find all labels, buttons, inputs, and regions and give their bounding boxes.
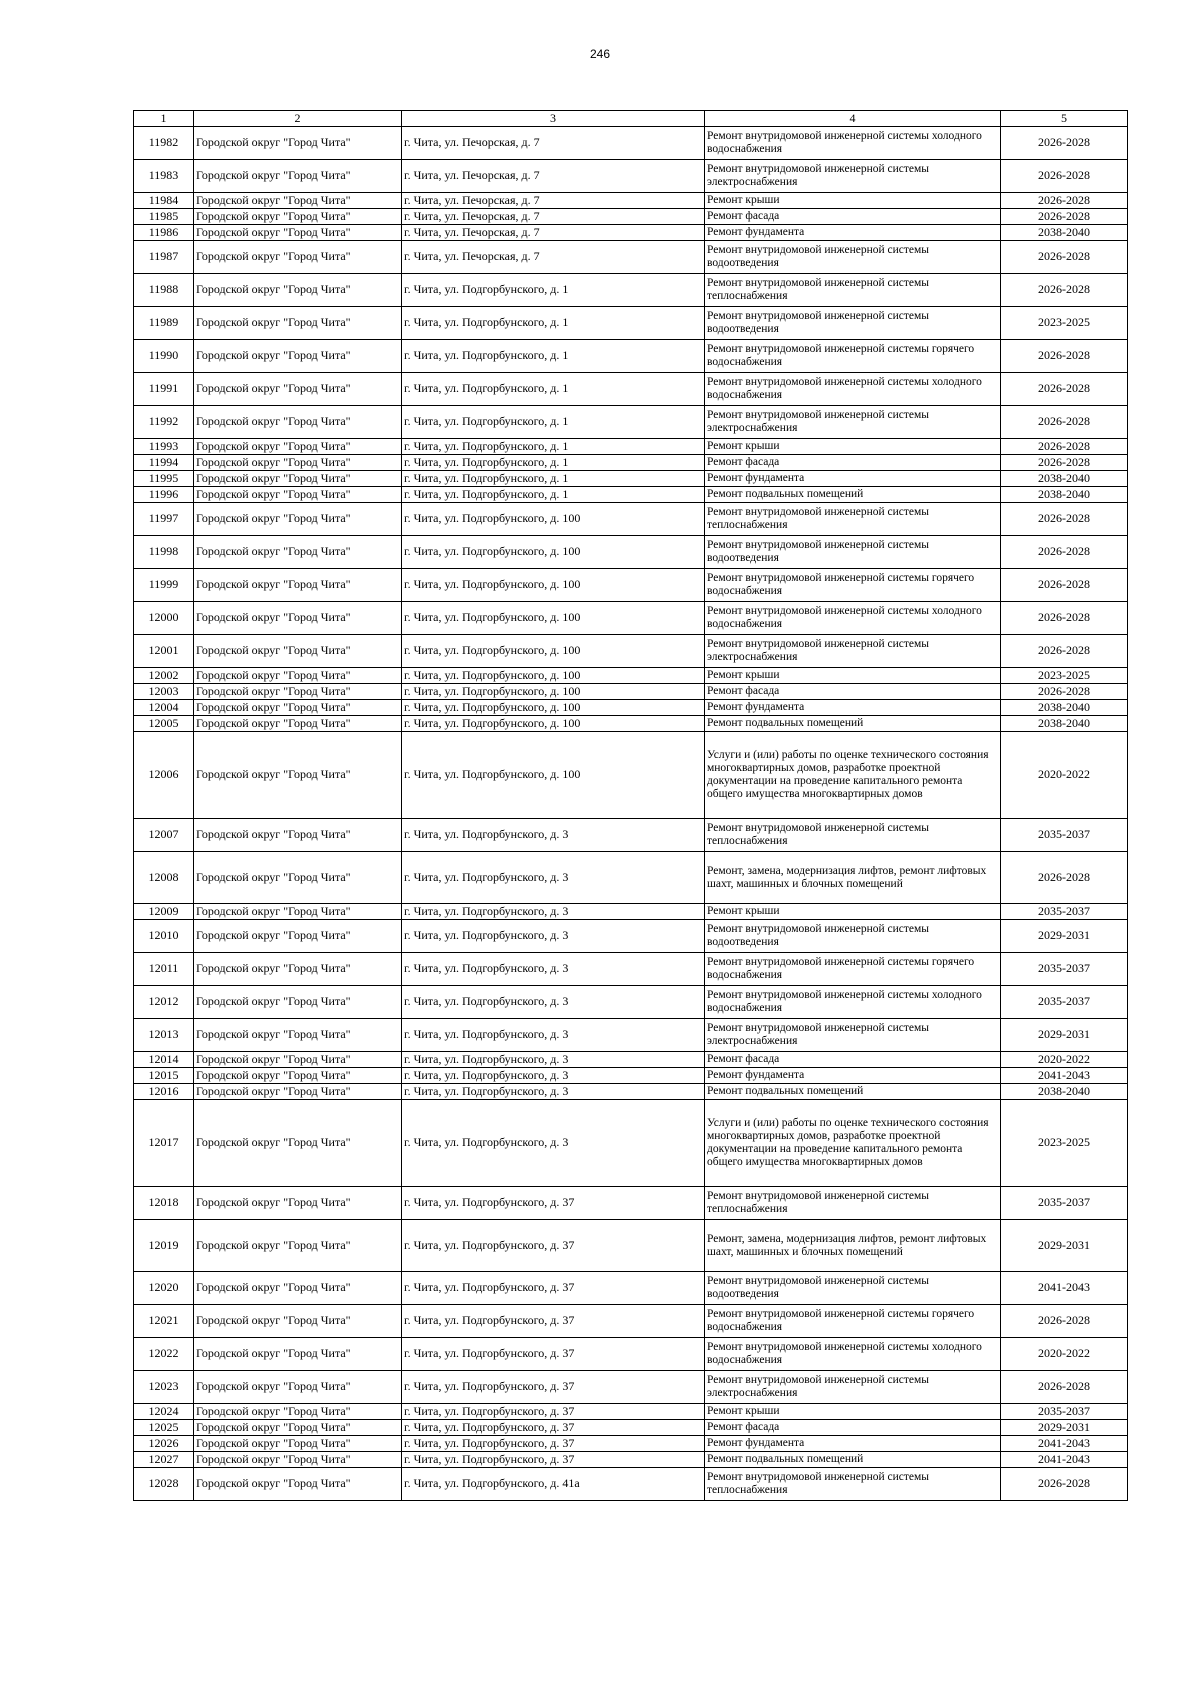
address-cell: г. Чита, ул. Подгорбунского, д. 37 — [402, 1436, 705, 1452]
table-row — [134, 1187, 1128, 1220]
work-type-cell: Ремонт внутридомовой инженерной системы водоотведения — [705, 920, 1001, 953]
row-number-cell: 12025 — [134, 1420, 194, 1436]
period-cell: 2026-2028 — [1001, 1371, 1128, 1404]
period-cell: 2029-2031 — [1001, 1420, 1128, 1436]
row-number-cell: 11993 — [134, 439, 194, 455]
row-number-cell: 12028 — [134, 1468, 194, 1501]
municipality-cell: Городской округ "Город Чита" — [194, 455, 402, 471]
work-type-cell: Ремонт крыши — [705, 668, 1001, 684]
capital-repair-table — [133, 110, 1128, 1501]
table-row — [134, 1019, 1128, 1052]
table-row — [134, 1100, 1128, 1187]
row-number-cell: 11988 — [134, 274, 194, 307]
table-row — [134, 241, 1128, 274]
work-type-cell: Ремонт фасада — [705, 1052, 1001, 1068]
work-type-cell: Ремонт внутридомовой инженерной системы водоотведения — [705, 536, 1001, 569]
table-row — [134, 209, 1128, 225]
row-number-cell: 11982 — [134, 127, 194, 160]
period-cell: 2026-2028 — [1001, 439, 1128, 455]
municipality-cell: Городской округ "Город Чита" — [194, 1187, 402, 1220]
table-row — [134, 602, 1128, 635]
work-type-cell: Ремонт внутридомовой инженерной системы теплоснабжения — [705, 1187, 1001, 1220]
table-row — [134, 732, 1128, 819]
municipality-cell: Городской округ "Город Чита" — [194, 668, 402, 684]
period-cell: 2026-2028 — [1001, 569, 1128, 602]
address-cell: г. Чита, ул. Печорская, д. 7 — [402, 127, 705, 160]
municipality-cell: Городской округ "Город Чита" — [194, 1100, 402, 1187]
period-cell: 2026-2028 — [1001, 340, 1128, 373]
municipality-cell: Городской округ "Город Чита" — [194, 1272, 402, 1305]
period-cell: 2038-2040 — [1001, 716, 1128, 732]
work-type-cell: Услуги и (или) работы по оценке технического состояния многоквартирных домов, разработке проектной документации на проведение капитального ремонта общего имущества многоквартирных домов — [705, 732, 1001, 819]
table-row — [134, 536, 1128, 569]
period-cell: 2026-2028 — [1001, 274, 1128, 307]
period-cell: 2026-2028 — [1001, 160, 1128, 193]
period-cell: 2026-2028 — [1001, 406, 1128, 439]
municipality-cell: Городской округ "Город Чита" — [194, 904, 402, 920]
municipality-cell: Городской округ "Город Чита" — [194, 716, 402, 732]
municipality-cell: Городской округ "Город Чита" — [194, 487, 402, 503]
period-cell: 2029-2031 — [1001, 920, 1128, 953]
period-cell: 2023-2025 — [1001, 307, 1128, 340]
address-cell: г. Чита, ул. Подгорбунского, д. 100 — [402, 668, 705, 684]
address-cell: г. Чита, ул. Подгорбунского, д. 41а — [402, 1468, 705, 1501]
row-number-cell: 12018 — [134, 1187, 194, 1220]
table-row — [134, 1371, 1128, 1404]
address-cell: г. Чита, ул. Подгорбунского, д. 3 — [402, 986, 705, 1019]
period-cell: 2023-2025 — [1001, 668, 1128, 684]
address-cell: г. Чита, ул. Подгорбунского, д. 1 — [402, 487, 705, 503]
address-cell: г. Чита, ул. Подгорбунского, д. 37 — [402, 1187, 705, 1220]
municipality-cell: Городской округ "Город Чита" — [194, 373, 402, 406]
municipality-cell: Городской округ "Город Чита" — [194, 307, 402, 340]
municipality-cell: Городской округ "Город Чита" — [194, 503, 402, 536]
address-cell: г. Чита, ул. Подгорбунского, д. 3 — [402, 819, 705, 852]
address-cell: г. Чита, ул. Подгорбунского, д. 37 — [402, 1404, 705, 1420]
work-type-cell: Ремонт внутридомовой инженерной системы холодного водоснабжения — [705, 1338, 1001, 1371]
municipality-cell: Городской округ "Город Чита" — [194, 209, 402, 225]
table-row — [134, 1420, 1128, 1436]
table-row — [134, 127, 1128, 160]
table-row — [134, 1052, 1128, 1068]
address-cell: г. Чита, ул. Подгорбунского, д. 100 — [402, 602, 705, 635]
municipality-cell: Городской округ "Город Чита" — [194, 700, 402, 716]
work-type-cell: Ремонт внутридомовой инженерной системы теплоснабжения — [705, 819, 1001, 852]
address-cell: г. Чита, ул. Подгорбунского, д. 37 — [402, 1371, 705, 1404]
row-number-cell: 11998 — [134, 536, 194, 569]
work-type-cell: Ремонт внутридомовой инженерной системы водоотведения — [705, 307, 1001, 340]
row-number-cell: 12023 — [134, 1371, 194, 1404]
period-cell: 2038-2040 — [1001, 471, 1128, 487]
work-type-cell: Ремонт фундамента — [705, 471, 1001, 487]
municipality-cell: Городской округ "Город Чита" — [194, 602, 402, 635]
period-cell: 2026-2028 — [1001, 455, 1128, 471]
table-row — [134, 819, 1128, 852]
period-cell: 2029-2031 — [1001, 1019, 1128, 1052]
row-number-cell: 11986 — [134, 225, 194, 241]
table-row — [134, 455, 1128, 471]
table-row — [134, 1436, 1128, 1452]
municipality-cell: Городской округ "Город Чита" — [194, 193, 402, 209]
period-cell: 2026-2028 — [1001, 536, 1128, 569]
table-row — [134, 193, 1128, 209]
address-cell: г. Чита, ул. Подгорбунского, д. 1 — [402, 439, 705, 455]
work-type-cell: Ремонт внутридомовой инженерной системы водоотведения — [705, 1272, 1001, 1305]
address-cell: г. Чита, ул. Подгорбунского, д. 1 — [402, 340, 705, 373]
table-row — [134, 1468, 1128, 1501]
municipality-cell: Городской округ "Город Чита" — [194, 1404, 402, 1420]
row-number-cell: 11991 — [134, 373, 194, 406]
work-type-cell: Ремонт внутридомовой инженерной системы теплоснабжения — [705, 1468, 1001, 1501]
work-type-cell: Ремонт внутридомовой инженерной системы горячего водоснабжения — [705, 953, 1001, 986]
row-number-cell: 11996 — [134, 487, 194, 503]
row-number-cell: 12014 — [134, 1052, 194, 1068]
address-cell: г. Чита, ул. Печорская, д. 7 — [402, 209, 705, 225]
work-type-cell: Ремонт внутридомовой инженерной системы холодного водоснабжения — [705, 986, 1001, 1019]
work-type-cell: Ремонт внутридомовой инженерной системы электроснабжения — [705, 406, 1001, 439]
table-row — [134, 1305, 1128, 1338]
table-row — [134, 684, 1128, 700]
row-number-cell: 12010 — [134, 920, 194, 953]
address-cell: г. Чита, ул. Подгорбунского, д. 100 — [402, 503, 705, 536]
address-cell: г. Чита, ул. Подгорбунского, д. 100 — [402, 684, 705, 700]
address-cell: г. Чита, ул. Подгорбунского, д. 3 — [402, 852, 705, 904]
row-number-cell: 11995 — [134, 471, 194, 487]
work-type-cell: Ремонт фундамента — [705, 225, 1001, 241]
municipality-cell: Городской округ "Город Чита" — [194, 127, 402, 160]
work-type-cell: Ремонт фундамента — [705, 700, 1001, 716]
row-number-cell: 12024 — [134, 1404, 194, 1420]
municipality-cell: Городской округ "Город Чита" — [194, 986, 402, 1019]
work-type-cell: Ремонт внутридомовой инженерной системы теплоснабжения — [705, 503, 1001, 536]
municipality-cell: Городской округ "Город Чита" — [194, 406, 402, 439]
row-number-cell: 12002 — [134, 668, 194, 684]
municipality-cell: Городской округ "Город Чита" — [194, 160, 402, 193]
row-number-cell: 12003 — [134, 684, 194, 700]
page-number: 246 — [589, 47, 611, 61]
table-row — [134, 340, 1128, 373]
period-cell: 2026-2028 — [1001, 193, 1128, 209]
work-type-cell: Ремонт подвальных помещений — [705, 716, 1001, 732]
row-number-cell: 12011 — [134, 953, 194, 986]
municipality-cell: Городской округ "Город Чита" — [194, 340, 402, 373]
table-row — [134, 307, 1128, 340]
period-cell: 2026-2028 — [1001, 602, 1128, 635]
municipality-cell: Городской округ "Город Чита" — [194, 953, 402, 986]
address-cell: г. Чита, ул. Подгорбунского, д. 37 — [402, 1305, 705, 1338]
period-cell: 2026-2028 — [1001, 373, 1128, 406]
table-body — [134, 127, 1128, 1501]
address-cell: г. Чита, ул. Подгорбунского, д. 3 — [402, 1068, 705, 1084]
row-number-cell: 12019 — [134, 1220, 194, 1272]
period-cell: 2026-2028 — [1001, 1468, 1128, 1501]
period-cell: 2026-2028 — [1001, 635, 1128, 668]
municipality-cell: Городской округ "Город Чита" — [194, 225, 402, 241]
table-row — [134, 1220, 1128, 1272]
work-type-cell: Ремонт фасада — [705, 209, 1001, 225]
address-cell: г. Чита, ул. Подгорбунского, д. 3 — [402, 953, 705, 986]
table-row — [134, 1272, 1128, 1305]
period-cell: 2038-2040 — [1001, 225, 1128, 241]
period-cell: 2035-2037 — [1001, 953, 1128, 986]
table-row — [134, 986, 1128, 1019]
municipality-cell: Городской округ "Город Чита" — [194, 684, 402, 700]
municipality-cell: Городской округ "Город Чита" — [194, 536, 402, 569]
row-number-cell: 12020 — [134, 1272, 194, 1305]
row-number-cell: 12007 — [134, 819, 194, 852]
table-row — [134, 274, 1128, 307]
period-cell: 2020-2022 — [1001, 732, 1128, 819]
municipality-cell: Городской округ "Город Чита" — [194, 241, 402, 274]
table-row — [134, 1452, 1128, 1468]
period-cell: 2035-2037 — [1001, 986, 1128, 1019]
row-number-cell: 12009 — [134, 904, 194, 920]
address-cell: г. Чита, ул. Подгорбунского, д. 37 — [402, 1220, 705, 1272]
address-cell: г. Чита, ул. Подгорбунского, д. 100 — [402, 716, 705, 732]
address-cell: г. Чита, ул. Подгорбунского, д. 3 — [402, 1019, 705, 1052]
municipality-cell: Городской округ "Город Чита" — [194, 1019, 402, 1052]
work-type-cell: Ремонт фундамента — [705, 1068, 1001, 1084]
row-number-cell: 12000 — [134, 602, 194, 635]
municipality-cell: Городской округ "Город Чита" — [194, 635, 402, 668]
address-cell: г. Чита, ул. Подгорбунского, д. 37 — [402, 1338, 705, 1371]
work-type-cell: Ремонт фасада — [705, 1420, 1001, 1436]
row-number-cell: 12013 — [134, 1019, 194, 1052]
work-type-cell: Ремонт крыши — [705, 439, 1001, 455]
address-cell: г. Чита, ул. Подгорбунского, д. 3 — [402, 920, 705, 953]
row-number-cell: 12022 — [134, 1338, 194, 1371]
address-cell: г. Чита, ул. Печорская, д. 7 — [402, 160, 705, 193]
row-number-cell: 11989 — [134, 307, 194, 340]
work-type-cell: Ремонт внутридомовой инженерной системы теплоснабжения — [705, 274, 1001, 307]
address-cell: г. Чита, ул. Подгорбунского, д. 1 — [402, 373, 705, 406]
table-row — [134, 471, 1128, 487]
row-number-cell: 12008 — [134, 852, 194, 904]
row-number-cell: 12017 — [134, 1100, 194, 1187]
municipality-cell: Городской округ "Город Чита" — [194, 1436, 402, 1452]
row-number-cell: 12005 — [134, 716, 194, 732]
period-cell: 2023-2025 — [1001, 1100, 1128, 1187]
period-cell: 2035-2037 — [1001, 1404, 1128, 1420]
row-number-cell: 12027 — [134, 1452, 194, 1468]
address-cell: г. Чита, ул. Подгорбунского, д. 100 — [402, 700, 705, 716]
table-row — [134, 225, 1128, 241]
address-cell: г. Чита, ул. Подгорбунского, д. 37 — [402, 1420, 705, 1436]
address-cell: г. Чита, ул. Подгорбунского, д. 100 — [402, 569, 705, 602]
table-row — [134, 904, 1128, 920]
work-type-cell: Услуги и (или) работы по оценке технического состояния многоквартирных домов, разработке проектной документации на проведение капитального ремонта общего имущества многоквартирных домов — [705, 1100, 1001, 1187]
period-cell: 2026-2028 — [1001, 503, 1128, 536]
address-cell: г. Чита, ул. Подгорбунского, д. 37 — [402, 1272, 705, 1305]
work-type-cell: Ремонт внутридомовой инженерной системы электроснабжения — [705, 635, 1001, 668]
period-cell: 2035-2037 — [1001, 819, 1128, 852]
row-number-cell: 12006 — [134, 732, 194, 819]
period-cell: 2041-2043 — [1001, 1272, 1128, 1305]
period-cell: 2026-2028 — [1001, 852, 1128, 904]
row-number-cell: 12001 — [134, 635, 194, 668]
period-cell: 2041-2043 — [1001, 1436, 1128, 1452]
work-type-cell: Ремонт подвальных помещений — [705, 487, 1001, 503]
work-type-cell: Ремонт, замена, модернизация лифтов, ремонт лифтовых шахт, машинных и блочных помещений — [705, 852, 1001, 904]
municipality-cell: Городской округ "Город Чита" — [194, 1468, 402, 1501]
column-header: 3 — [402, 111, 705, 127]
row-number-cell: 11999 — [134, 569, 194, 602]
work-type-cell: Ремонт крыши — [705, 904, 1001, 920]
column-header: 4 — [705, 111, 1001, 127]
municipality-cell: Городской округ "Город Чита" — [194, 569, 402, 602]
period-cell: 2041-2043 — [1001, 1452, 1128, 1468]
municipality-cell: Городской округ "Город Чита" — [194, 1452, 402, 1468]
table-row — [134, 635, 1128, 668]
address-cell: г. Чита, ул. Подгорбунского, д. 1 — [402, 455, 705, 471]
column-header: 5 — [1001, 111, 1128, 127]
period-cell: 2029-2031 — [1001, 1220, 1128, 1272]
row-number-cell: 12012 — [134, 986, 194, 1019]
address-cell: г. Чита, ул. Подгорбунского, д. 3 — [402, 1084, 705, 1100]
work-type-cell: Ремонт, замена, модернизация лифтов, ремонт лифтовых шахт, машинных и блочных помещений — [705, 1220, 1001, 1272]
work-type-cell: Ремонт подвальных помещений — [705, 1084, 1001, 1100]
municipality-cell: Городской округ "Город Чита" — [194, 471, 402, 487]
municipality-cell: Городской округ "Город Чита" — [194, 732, 402, 819]
municipality-cell: Городской округ "Город Чита" — [194, 1338, 402, 1371]
period-cell: 2038-2040 — [1001, 700, 1128, 716]
address-cell: г. Чита, ул. Печорская, д. 7 — [402, 241, 705, 274]
row-number-cell: 11992 — [134, 406, 194, 439]
table-row — [134, 668, 1128, 684]
row-number-cell: 12021 — [134, 1305, 194, 1338]
work-type-cell: Ремонт фундамента — [705, 1436, 1001, 1452]
row-number-cell: 12004 — [134, 700, 194, 716]
row-number-cell: 12026 — [134, 1436, 194, 1452]
row-number-cell: 11997 — [134, 503, 194, 536]
table-row — [134, 487, 1128, 503]
address-cell: г. Чита, ул. Подгорбунского, д. 37 — [402, 1452, 705, 1468]
address-cell: г. Чита, ул. Подгорбунского, д. 3 — [402, 904, 705, 920]
period-cell: 2038-2040 — [1001, 1084, 1128, 1100]
period-cell: 2020-2022 — [1001, 1052, 1128, 1068]
work-type-cell: Ремонт фасада — [705, 455, 1001, 471]
municipality-cell: Городской округ "Город Чита" — [194, 920, 402, 953]
row-number-cell: 11984 — [134, 193, 194, 209]
period-cell: 2035-2037 — [1001, 1187, 1128, 1220]
table-row — [134, 1338, 1128, 1371]
address-cell: г. Чита, ул. Подгорбунского, д. 3 — [402, 1052, 705, 1068]
address-cell: г. Чита, ул. Подгорбунского, д. 100 — [402, 732, 705, 819]
municipality-cell: Городской округ "Город Чита" — [194, 439, 402, 455]
address-cell: г. Чита, ул. Подгорбунского, д. 3 — [402, 1100, 705, 1187]
work-type-cell: Ремонт внутридомовой инженерной системы горячего водоснабжения — [705, 340, 1001, 373]
address-cell: г. Чита, ул. Подгорбунского, д. 1 — [402, 274, 705, 307]
table-row — [134, 953, 1128, 986]
period-cell: 2026-2028 — [1001, 1305, 1128, 1338]
table-row — [134, 373, 1128, 406]
table-row — [134, 503, 1128, 536]
municipality-cell: Городской округ "Город Чита" — [194, 852, 402, 904]
table-row — [134, 1084, 1128, 1100]
table-row — [134, 406, 1128, 439]
period-cell: 2035-2037 — [1001, 904, 1128, 920]
municipality-cell: Городской округ "Город Чита" — [194, 1371, 402, 1404]
address-cell: г. Чита, ул. Подгорбунского, д. 1 — [402, 307, 705, 340]
table-row — [134, 852, 1128, 904]
row-number-cell: 11985 — [134, 209, 194, 225]
table-row — [134, 160, 1128, 193]
municipality-cell: Городской округ "Город Чита" — [194, 274, 402, 307]
address-cell: г. Чита, ул. Подгорбунского, д. 100 — [402, 536, 705, 569]
column-header: 2 — [194, 111, 402, 127]
work-type-cell: Ремонт внутридомовой инженерной системы холодного водоснабжения — [705, 373, 1001, 406]
address-cell: г. Чита, ул. Подгорбунского, д. 100 — [402, 635, 705, 668]
period-cell: 2026-2028 — [1001, 241, 1128, 274]
work-type-cell: Ремонт подвальных помещений — [705, 1452, 1001, 1468]
row-number-cell: 11994 — [134, 455, 194, 471]
table-row — [134, 700, 1128, 716]
address-cell: г. Чита, ул. Подгорбунского, д. 1 — [402, 406, 705, 439]
table-row — [134, 439, 1128, 455]
period-cell: 2026-2028 — [1001, 127, 1128, 160]
work-type-cell: Ремонт внутридомовой инженерной системы электроснабжения — [705, 1371, 1001, 1404]
work-type-cell: Ремонт внутридомовой инженерной системы электроснабжения — [705, 1019, 1001, 1052]
work-type-cell: Ремонт крыши — [705, 193, 1001, 209]
work-type-cell: Ремонт внутридомовой инженерной системы водоотведения — [705, 241, 1001, 274]
period-cell: 2038-2040 — [1001, 487, 1128, 503]
address-cell: г. Чита, ул. Печорская, д. 7 — [402, 225, 705, 241]
municipality-cell: Городской округ "Город Чита" — [194, 1220, 402, 1272]
row-number-cell: 12015 — [134, 1068, 194, 1084]
municipality-cell: Городской округ "Город Чита" — [194, 1068, 402, 1084]
row-number-cell: 11990 — [134, 340, 194, 373]
table-row — [134, 569, 1128, 602]
period-cell: 2026-2028 — [1001, 684, 1128, 700]
work-type-cell: Ремонт внутридомовой инженерной системы электроснабжения — [705, 160, 1001, 193]
municipality-cell: Городской округ "Город Чита" — [194, 819, 402, 852]
row-number-cell: 12016 — [134, 1084, 194, 1100]
address-cell: г. Чита, ул. Подгорбунского, д. 1 — [402, 471, 705, 487]
work-type-cell: Ремонт внутридомовой инженерной системы горячего водоснабжения — [705, 569, 1001, 602]
work-type-cell: Ремонт фасада — [705, 684, 1001, 700]
row-number-cell: 11983 — [134, 160, 194, 193]
work-type-cell: Ремонт внутридомовой инженерной системы холодного водоснабжения — [705, 127, 1001, 160]
municipality-cell: Городской округ "Город Чита" — [194, 1305, 402, 1338]
work-type-cell: Ремонт внутридомовой инженерной системы горячего водоснабжения — [705, 1305, 1001, 1338]
work-type-cell: Ремонт внутридомовой инженерной системы холодного водоснабжения — [705, 602, 1001, 635]
table-row — [134, 716, 1128, 732]
address-cell: г. Чита, ул. Печорская, д. 7 — [402, 193, 705, 209]
table-row — [134, 1404, 1128, 1420]
row-number-cell: 11987 — [134, 241, 194, 274]
municipality-cell: Городской округ "Город Чита" — [194, 1052, 402, 1068]
column-header: 1 — [134, 111, 194, 127]
table-header-row — [134, 111, 1128, 127]
period-cell: 2020-2022 — [1001, 1338, 1128, 1371]
table-row — [134, 1068, 1128, 1084]
table-row — [134, 920, 1128, 953]
period-cell: 2041-2043 — [1001, 1068, 1128, 1084]
work-type-cell: Ремонт крыши — [705, 1404, 1001, 1420]
period-cell: 2026-2028 — [1001, 209, 1128, 225]
municipality-cell: Городской округ "Город Чита" — [194, 1420, 402, 1436]
municipality-cell: Городской округ "Город Чита" — [194, 1084, 402, 1100]
